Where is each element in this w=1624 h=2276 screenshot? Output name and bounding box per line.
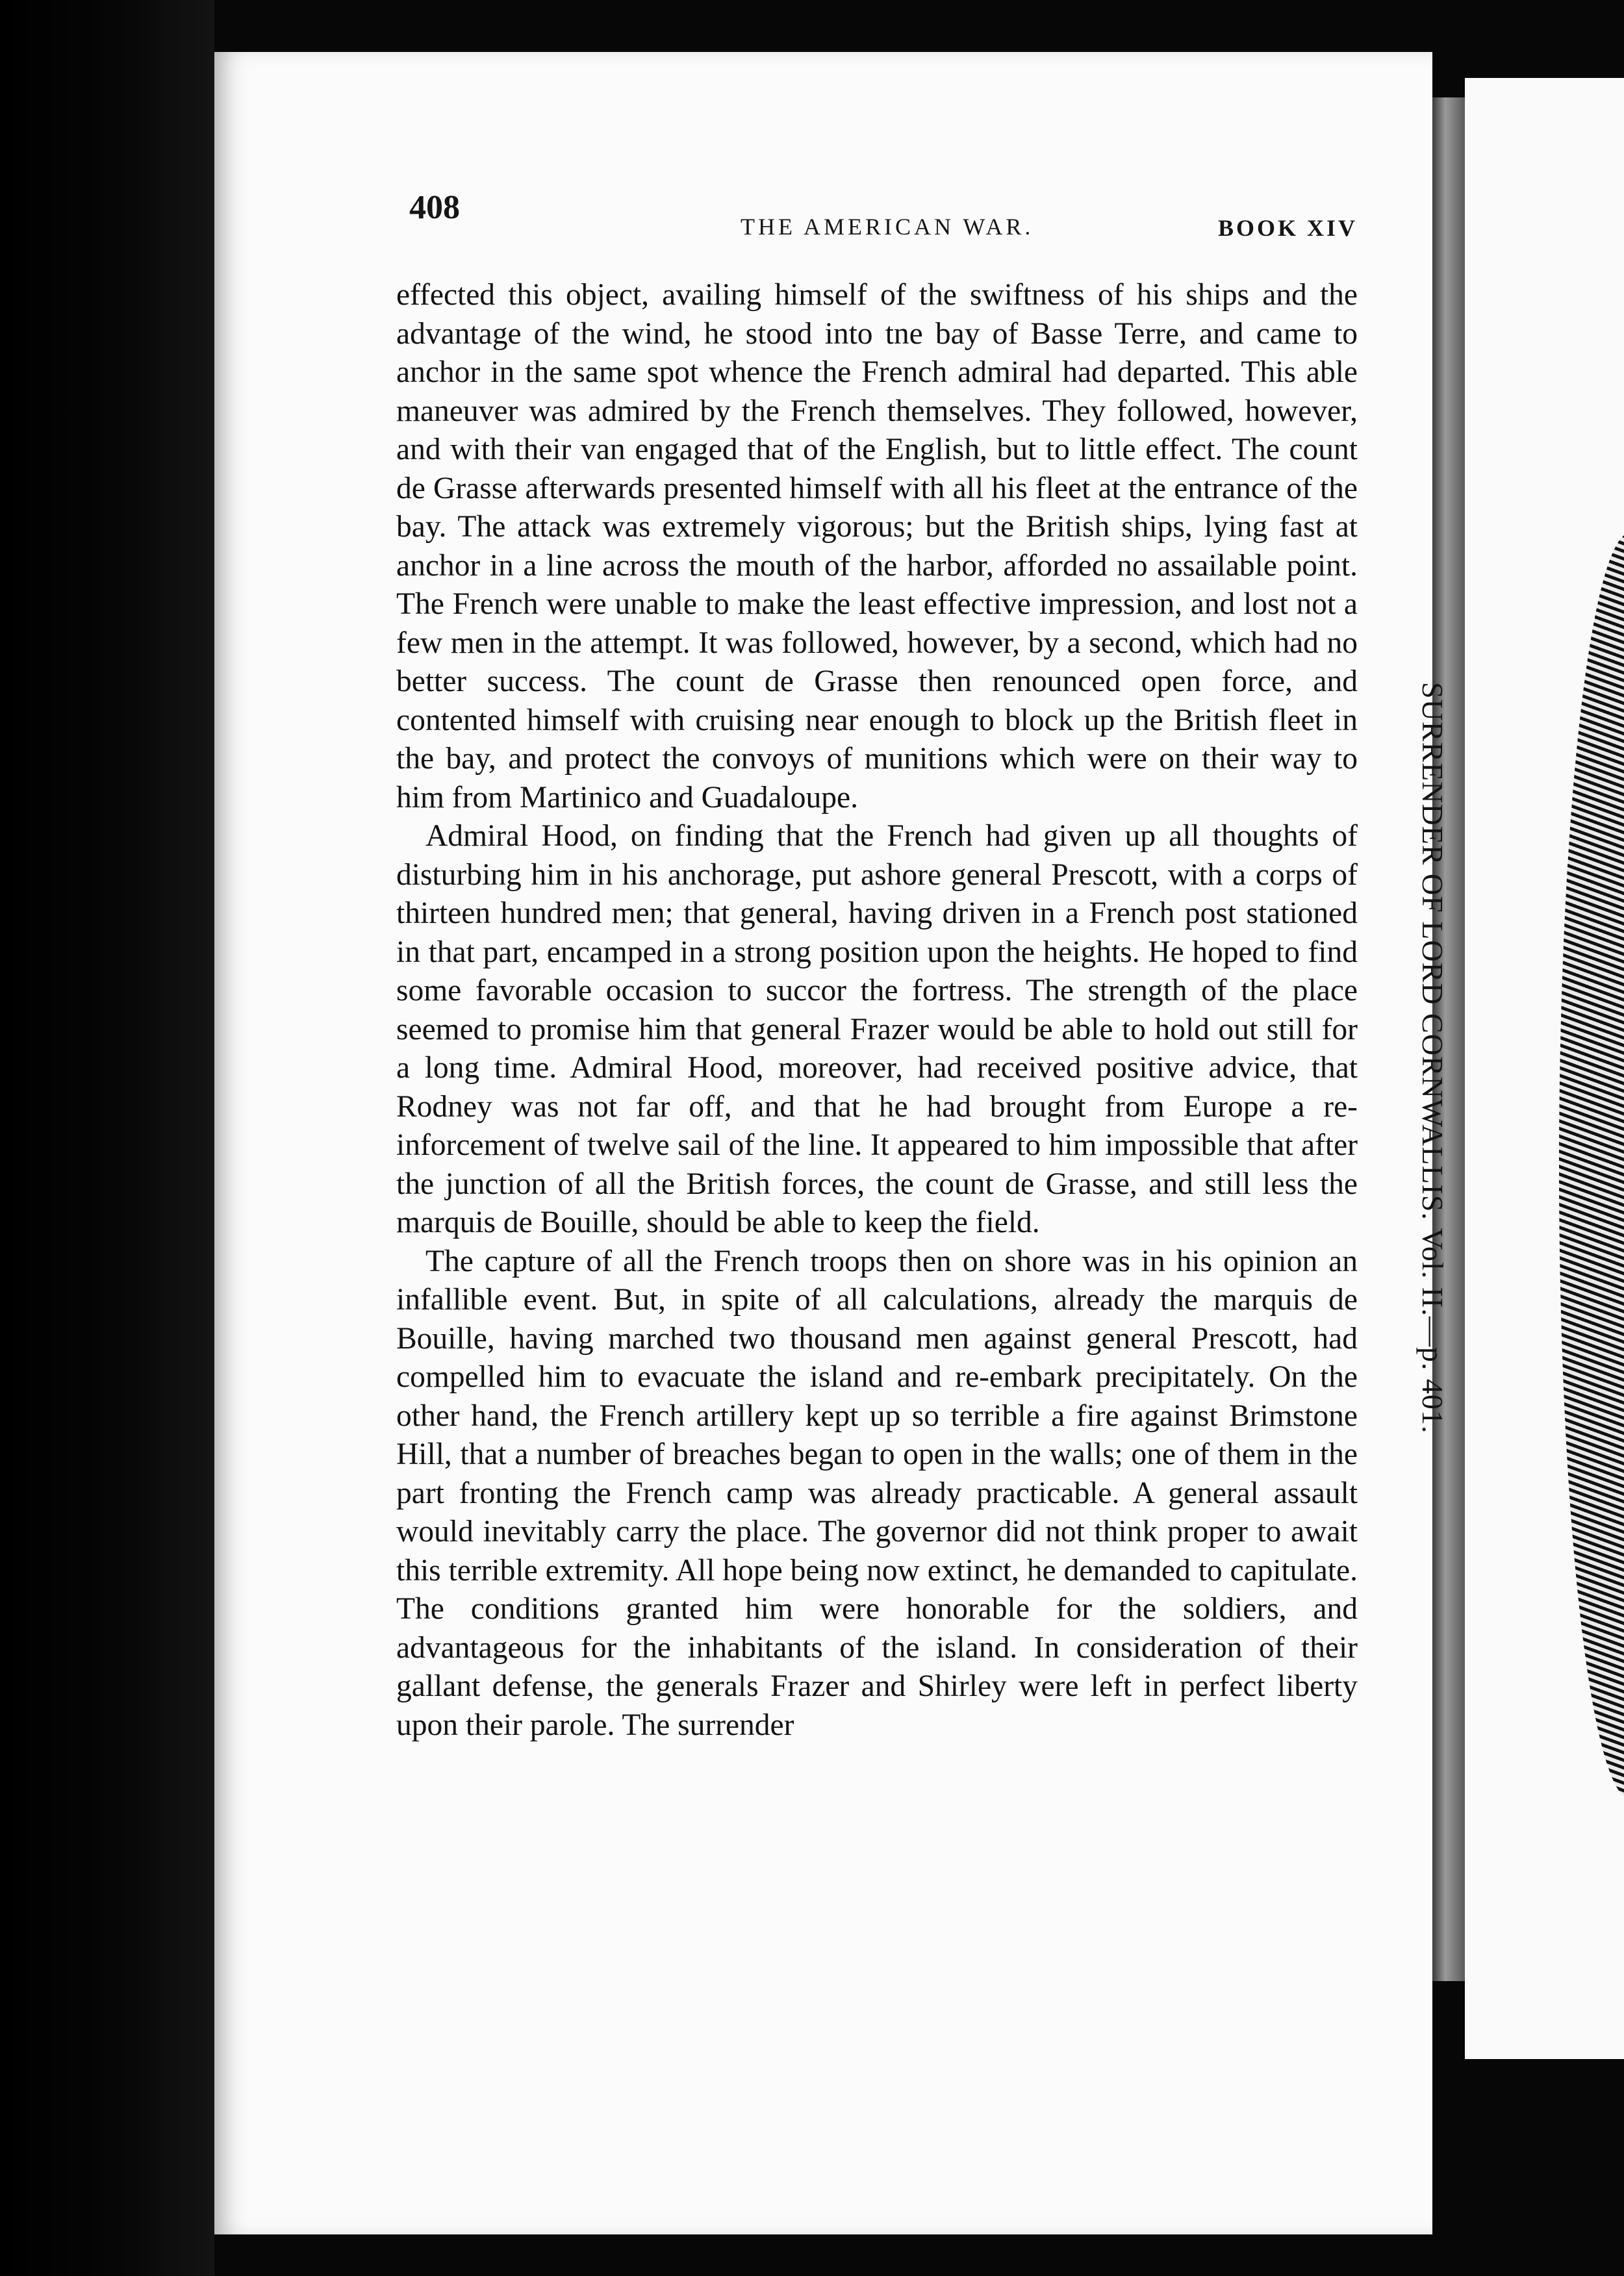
running-head: [409, 188, 1358, 240]
paragraph: The capture of all the French troops then on shore was in his opinion an infallible event. But, in spite of all calculations, already the marquis de Bouille, having marched two thousand men against general Prescott, had compelled him to evacuate the island and re-embark precipitately. On the other hand, the French artillery kept up so terrible a fire against Brimstone Hill, that a number of breaches began to open in the walls; one of them in the part fronting the French camp was already practicable. A general assault would inevitably carry the place. The governor did not think proper to await this terrible extremity. All hope being now extinct, he demanded to capitulate. The conditions granted him were honorable for the soldiers, and advantageous for the inhabitants of the island. In consideration of their gallant defense, the generals Frazer and Shirley were left in perfect liberty upon their parole. The surrender: [396, 1244, 1358, 1742]
page-number: 408: [409, 189, 460, 226]
body-text: [396, 276, 1358, 1745]
paragraph: Admiral Hood, on finding that the French had given up all thoughts of disturbing him in his anchorage, put ashore general Prescott, with a corps of thirteen hundred men; that general, having driven in a French post stationed in that part, encamped in a strong position upon the heights. He hoped to find some favorable occasion to succor the fortress. The strength of the place seemed to promise him that general Frazer would be able to hold out still for a long time. Admiral Hood, moreover, had received positive advice, that Rodney was not far off, and that he had brought from Europe a re-inforcement of twelve sail of the line. It appeared to him impossible that after the junction of all the British forces, the count de Grasse, and still less the marquis de Bouille, should be able to keep the field.: [396, 819, 1358, 1239]
plate-caption: SURRENDER OF LORD CORNWALLIS. Vol. II.—p. 401.: [1416, 682, 1449, 1434]
running-title: THE AMERICAN WAR.: [741, 214, 1034, 240]
paragraph: effected this object, availing himself of the swiftness of his ships and the advantage of the wind, he stood into tne bay of Basse Terre, and came to anchor in the same spot whence the French admiral had departed. This able maneuver was admired by the French themselves. They followed, however, and with their van engaged that of the English, but to little effect. The count de Grasse afterwards presented himself with all his fleet at the entrance of the bay. The attack was extremely vigorous; but the British ships, lying fast at anchor in a line across the mouth of the harbor, afforded no assailable point. The French were unable to make the least effective impression, and lost not a few men in the attempt. It was followed, however, by a second, which had no better success. The count de Grasse then renounced open force, and contented himself with cruising near enough to block up the British fleet in the bay, and protect the convoys of munitions which were on their way to him from Martinico and Guadaloupe.: [396, 278, 1358, 815]
book-binding-shadow: [0, 0, 214, 2276]
book-number: BOOK XIV: [1217, 215, 1358, 241]
